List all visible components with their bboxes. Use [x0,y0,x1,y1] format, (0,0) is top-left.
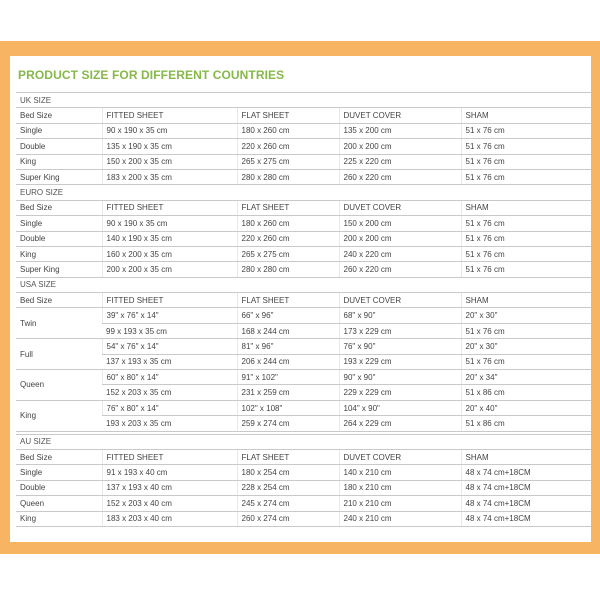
section-uk-size [16,93,591,108]
table-row: Super King 200 x 200 x 35 cm 280 x 280 cm 260 x 220 cm 51 x 76 cm [16,262,591,277]
header-row: Bed Size FITTED SHEET FLAT SHEET DUVET COVER SHAM [16,200,591,215]
header-row: Bed Size FITTED SHEET FLAT SHEET DUVET COVER SHAM [16,449,591,464]
section-label: USA SIZE [16,277,591,292]
table-row: King 76" x 80" x 14" 102" x 108" 104" x 90" 20" x 40" [16,400,591,415]
section-label: EURO SIZE [16,185,591,200]
table-row: Single 91 x 193 x 40 cm 180 x 254 cm 140 x 210 cm 48 x 74 cm+18CM [16,465,591,480]
table-row: Queen 60" x 80" x 14" 91" x 102" 90" x 90" 20" x 34" [16,370,591,385]
table-row: King 150 x 200 x 35 cm 265 x 275 cm 225 x 220 cm 51 x 76 cm [16,154,591,169]
bed-size-cell: King [16,400,102,431]
table-row: King 160 x 200 x 35 cm 265 x 275 cm 240 x 220 cm 51 x 76 cm [16,246,591,261]
table-row: Double 140 x 190 x 35 cm 220 x 260 cm 200 x 200 cm 51 x 76 cm [16,231,591,246]
table-row: King 183 x 203 x 40 cm 260 x 274 cm 240 x 210 cm 48 x 74 cm+18CM [16,511,591,526]
table-row: Single 90 x 190 x 35 cm 180 x 260 cm 150 x 200 cm 51 x 76 cm [16,216,591,231]
section-euro-size [16,185,591,200]
table-row: 99 x 193 x 35 cm 168 x 244 cm 173 x 229 cm 51 x 76 cm [16,323,591,338]
table-row: Double 137 x 193 x 40 cm 228 x 254 cm 180 x 210 cm 48 x 74 cm+18CM [16,480,591,495]
table-row: Double 135 x 190 x 35 cm 220 x 260 cm 200 x 200 cm 51 x 76 cm [16,139,591,154]
table-row: Queen 152 x 203 x 40 cm 245 x 274 cm 210 x 210 cm 48 x 74 cm+18CM [16,496,591,511]
header-row: Bed Size FITTED SHEET FLAT SHEET DUVET COVER SHAM [16,293,591,308]
bed-size-cell: Full [16,339,102,370]
table-row: Full 54" x 76" x 14" 81" x 96" 76" x 90" 20" x 30" [16,339,591,354]
page-title: PRODUCT SIZE FOR DIFFERENT COUNTRIES [18,68,285,82]
size-table [16,92,591,527]
table-row: 193 x 203 x 35 cm 259 x 274 cm 264 x 229 cm 51 x 86 cm [16,416,591,431]
table-row: Super King 183 x 200 x 35 cm 280 x 280 cm 260 x 220 cm 51 x 76 cm [16,169,591,184]
table-row: Single 90 x 190 x 35 cm 180 x 260 cm 135 x 200 cm 51 x 76 cm [16,123,591,138]
section-label: AU SIZE [16,434,591,449]
bed-size-cell: Queen [16,370,102,401]
section-au-size [16,434,591,449]
bed-size-cell: Twin [16,308,102,339]
section-usa-size [16,277,591,292]
section-label: UK SIZE [16,93,591,108]
table-row: 152 x 203 x 35 cm 231 x 259 cm 229 x 229 cm 51 x 86 cm [16,385,591,400]
table-row: Twin 39" x 76" x 14" 66" x 96" 68" x 90" 20" x 30" [16,308,591,323]
table-row: 137 x 193 x 35 cm 206 x 244 cm 193 x 229 cm 51 x 76 cm [16,354,591,369]
header-row: Bed Size FITTED SHEET FLAT SHEET DUVET COVER SHAM [16,108,591,123]
